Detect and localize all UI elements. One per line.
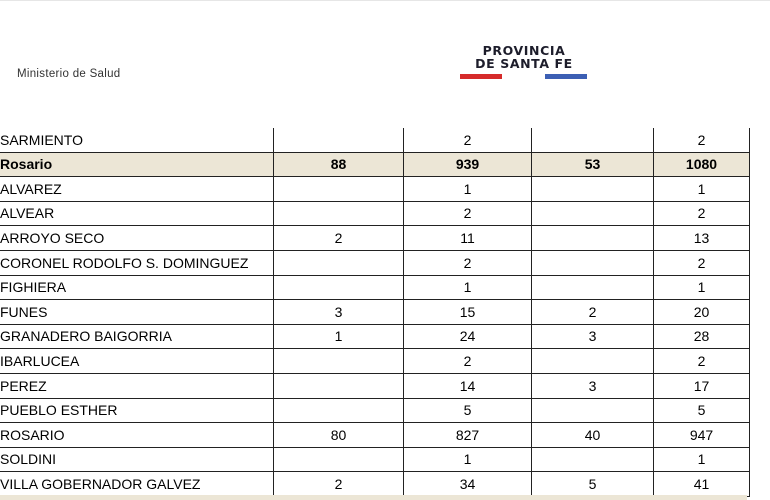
count-cell-1 [274,349,404,374]
locality-name-cell: ARROYO SECO [0,226,274,251]
count-cell-1: 88 [274,152,404,177]
locality-row [0,128,750,152]
count-cell-4: 1 [654,447,750,472]
count-cell-3 [532,201,654,226]
count-cell-1 [274,398,404,423]
count-cell-2: 2 [404,349,532,374]
count-cell-1 [274,201,404,226]
locality-name-cell: PUEBLO ESTHER [0,398,274,423]
count-cell-3: 3 [532,324,654,349]
count-cell-1 [274,250,404,275]
count-cell-4: 20 [654,300,750,325]
count-cell-2: 2 [404,250,532,275]
count-cell-4: 2 [654,250,750,275]
count-cell-4: 28 [654,324,750,349]
count-cell-4: 2 [654,201,750,226]
locality-name-cell: SARMIENTO [0,128,274,152]
locality-row [0,398,750,423]
count-cell-2: 827 [404,423,532,448]
count-cell-1 [274,275,404,300]
locality-name-cell: ROSARIO [0,423,274,448]
count-cell-3: 5 [532,472,654,497]
count-cell-3 [532,250,654,275]
count-cell-2: 1 [404,447,532,472]
locality-row [0,472,750,497]
count-cell-2: 1 [404,177,532,202]
count-cell-2: 11 [404,226,532,251]
count-cell-1 [274,128,404,152]
ministry-name: Ministerio de Salud [17,68,121,80]
count-cell-4: 13 [654,226,750,251]
count-cell-4: 947 [654,423,750,448]
count-cell-2: 939 [404,152,532,177]
count-cell-1 [274,373,404,398]
locality-row [0,250,750,275]
count-cell-2: 2 [404,201,532,226]
locality-name-cell: FIGHIERA [0,275,274,300]
count-cell-3 [532,349,654,374]
locality-name-cell: VILLA GOBERNADOR GALVEZ [0,472,274,497]
locality-name-cell: FUNES [0,300,274,325]
logo-line-provincia: PROVINCIA [482,43,566,58]
count-cell-1 [274,447,404,472]
locality-name-cell: SOLDINI [0,447,274,472]
locality-name-cell: Rosario [0,152,274,177]
count-cell-2: 5 [404,398,532,423]
count-cell-1: 3 [274,300,404,325]
locality-row [0,201,750,226]
logo-blue-bar [545,74,587,79]
locality-row [0,324,750,349]
locality-name-cell: ALVEAR [0,201,274,226]
count-cell-3 [532,275,654,300]
locality-row [0,447,750,472]
locality-name-cell: IBARLUCEA [0,349,274,374]
locality-row [0,300,750,325]
locality-name-cell: ALVAREZ [0,177,274,202]
locality-row [0,423,750,448]
cases-table-body [0,128,750,496]
provincia-santa-fe-logo [459,44,589,84]
count-cell-2: 24 [404,324,532,349]
locality-name-cell: CORONEL RODOLFO S. DOMINGUEZ [0,250,274,275]
count-cell-3 [532,177,654,202]
count-cell-1: 80 [274,423,404,448]
count-cell-3 [532,128,654,152]
next-department-row-edge [0,495,747,500]
locality-name-cell: GRANADERO BAIGORRIA [0,324,274,349]
count-cell-2: 34 [404,472,532,497]
count-cell-4: 5 [654,398,750,423]
count-cell-3: 2 [532,300,654,325]
count-cell-2: 1 [404,275,532,300]
locality-row [0,349,750,374]
count-cell-1 [274,177,404,202]
count-cell-1: 1 [274,324,404,349]
count-cell-2: 14 [404,373,532,398]
locality-row [0,373,750,398]
logo-line-santa-fe: DE SANTA FE [475,56,573,71]
count-cell-4: 2 [654,349,750,374]
count-cell-4: 41 [654,472,750,497]
count-cell-3 [532,398,654,423]
cases-table [0,128,750,497]
count-cell-3 [532,447,654,472]
count-cell-3: 40 [532,423,654,448]
count-cell-4: 1080 [654,152,750,177]
count-cell-3: 3 [532,373,654,398]
count-cell-4: 1 [654,177,750,202]
count-cell-4: 2 [654,128,750,152]
locality-row [0,275,750,300]
count-cell-2: 2 [404,128,532,152]
count-cell-1: 2 [274,472,404,497]
logo-red-bar [460,74,502,79]
count-cell-3 [532,226,654,251]
count-cell-4: 17 [654,373,750,398]
locality-row [0,177,750,202]
count-cell-1: 2 [274,226,404,251]
department-row [0,152,750,177]
count-cell-4: 1 [654,275,750,300]
locality-row [0,226,750,251]
top-divider [0,0,770,1]
count-cell-2: 15 [404,300,532,325]
count-cell-3: 53 [532,152,654,177]
locality-name-cell: PEREZ [0,373,274,398]
